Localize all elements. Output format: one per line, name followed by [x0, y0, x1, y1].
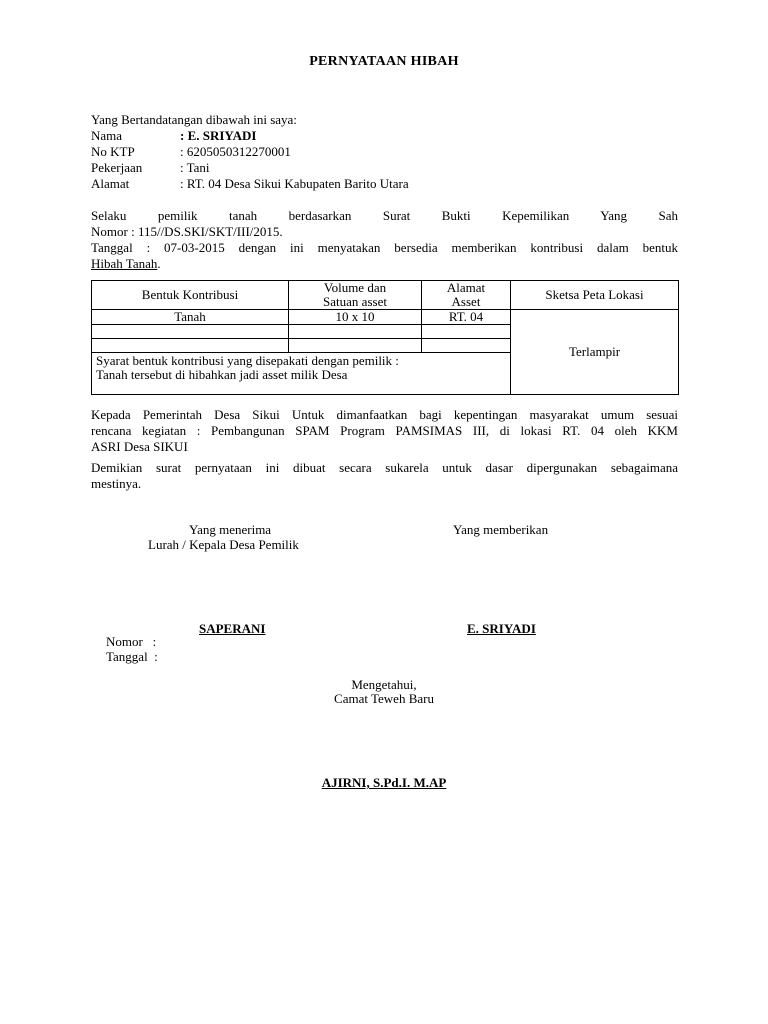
header-alamat-line1: Alamat	[446, 280, 486, 295]
camat-role: Camat Teweh Baru	[334, 691, 434, 706]
field-label: No KTP	[91, 144, 135, 159]
paragraph-line	[91, 256, 678, 272]
table-header-row	[92, 281, 679, 310]
header-alamat-line2: Asset	[451, 294, 481, 309]
field-value: : RT. 04 Desa Sikui Kabupaten Barito Utara	[180, 176, 409, 191]
header-volume-line1: Volume dan	[323, 280, 387, 295]
field-alamat	[91, 176, 491, 192]
cell-syarat	[92, 353, 511, 395]
paragraph-closing	[91, 460, 678, 492]
giver-name: E. SRIYADI	[467, 621, 536, 636]
paragraph-line: Tanggal : 07-03-2015 dengan ini menyatakan bersedia memberikan kontribusi dalam bentuk	[91, 240, 678, 255]
cell-empty	[289, 339, 422, 353]
cell-empty	[92, 325, 289, 339]
paragraph-end: .	[157, 256, 161, 271]
cell-bentuk: Tanah	[92, 310, 289, 325]
paragraph-line: Kepada Pemerintah Desa Sikui Untuk dimanfaatkan bagi kepentingan masyarakat umum sesuai	[91, 407, 678, 422]
receiver-role: Lurah / Kepala Desa Pemilik	[148, 537, 299, 552]
camat-name: AJIRNI, S.Pd.I. M.AP	[321, 775, 447, 790]
field-label: Alamat	[91, 176, 130, 191]
header-volume	[289, 281, 422, 310]
paragraph-line: Nomor : 115//DS.SKI/SKT/III/2015.	[91, 224, 283, 239]
field-no-ktp	[91, 144, 491, 160]
syarat-line: Syarat bentuk kontribusi yang disepakati dengan pemilik :	[96, 353, 399, 368]
field-nama	[91, 128, 491, 144]
paragraph-purpose	[91, 407, 678, 455]
cell-empty	[289, 325, 422, 339]
receiver-label: Yang menerima	[189, 522, 272, 537]
paragraph-line: rencana kegiatan : Pembangunan SPAM Program PAMSIMAS III, di lokasi RT. 04 oleh KKM	[91, 423, 678, 438]
paragraph-line: ASRI Desa SIKUI	[91, 439, 188, 454]
header-bentuk: Bentuk Kontribusi	[92, 281, 289, 310]
contribution-table	[91, 280, 679, 395]
cell-empty	[422, 325, 511, 339]
paragraph-ownership	[91, 208, 678, 272]
field-label: Nama	[91, 128, 123, 143]
receiver-name: SAPERANI	[199, 621, 266, 636]
intro-text: Yang Bertandatangan dibawah ini saya:	[91, 112, 297, 127]
syarat-line: Tanah tersebut di hibahkan jadi asset milik Desa	[96, 367, 348, 382]
nomor-field: Nomor :	[106, 634, 157, 649]
tanggal-field: Tanggal :	[106, 649, 158, 664]
document-title: PERNYATAAN HIBAH	[309, 54, 459, 69]
cell-empty	[92, 339, 289, 353]
cell-empty	[422, 339, 511, 353]
paragraph-line: mestinya.	[91, 476, 142, 491]
field-label: Pekerjaan	[91, 160, 143, 175]
field-value: : E. SRIYADI	[180, 128, 257, 143]
table-row	[92, 310, 679, 325]
mengetahui-label: Mengetahui,	[351, 677, 417, 692]
hibah-tanah-text: Hibah Tanah	[91, 256, 158, 271]
paragraph-line: Selaku pemilik tanah berdasarkan Surat Bukti Kepemilikan Yang Sah	[91, 208, 678, 223]
cell-volume: 10 x 10	[289, 310, 422, 325]
giver-label: Yang memberikan	[453, 522, 549, 537]
field-value: : 6205050312270001	[180, 144, 291, 159]
cell-alamat: RT. 04	[422, 310, 511, 325]
field-value: : Tani	[180, 160, 210, 175]
paragraph-line: Demikian surat pernyataan ini dibuat secara sukarela untuk dasar dipergunakan sebagaimana	[91, 460, 678, 475]
field-pekerjaan	[91, 160, 491, 176]
header-sketsa: Sketsa Peta Lokasi	[511, 281, 679, 310]
cell-sketsa: Terlampir	[511, 310, 679, 395]
header-volume-line2: Satuan asset	[323, 294, 387, 309]
header-alamat	[422, 281, 511, 310]
